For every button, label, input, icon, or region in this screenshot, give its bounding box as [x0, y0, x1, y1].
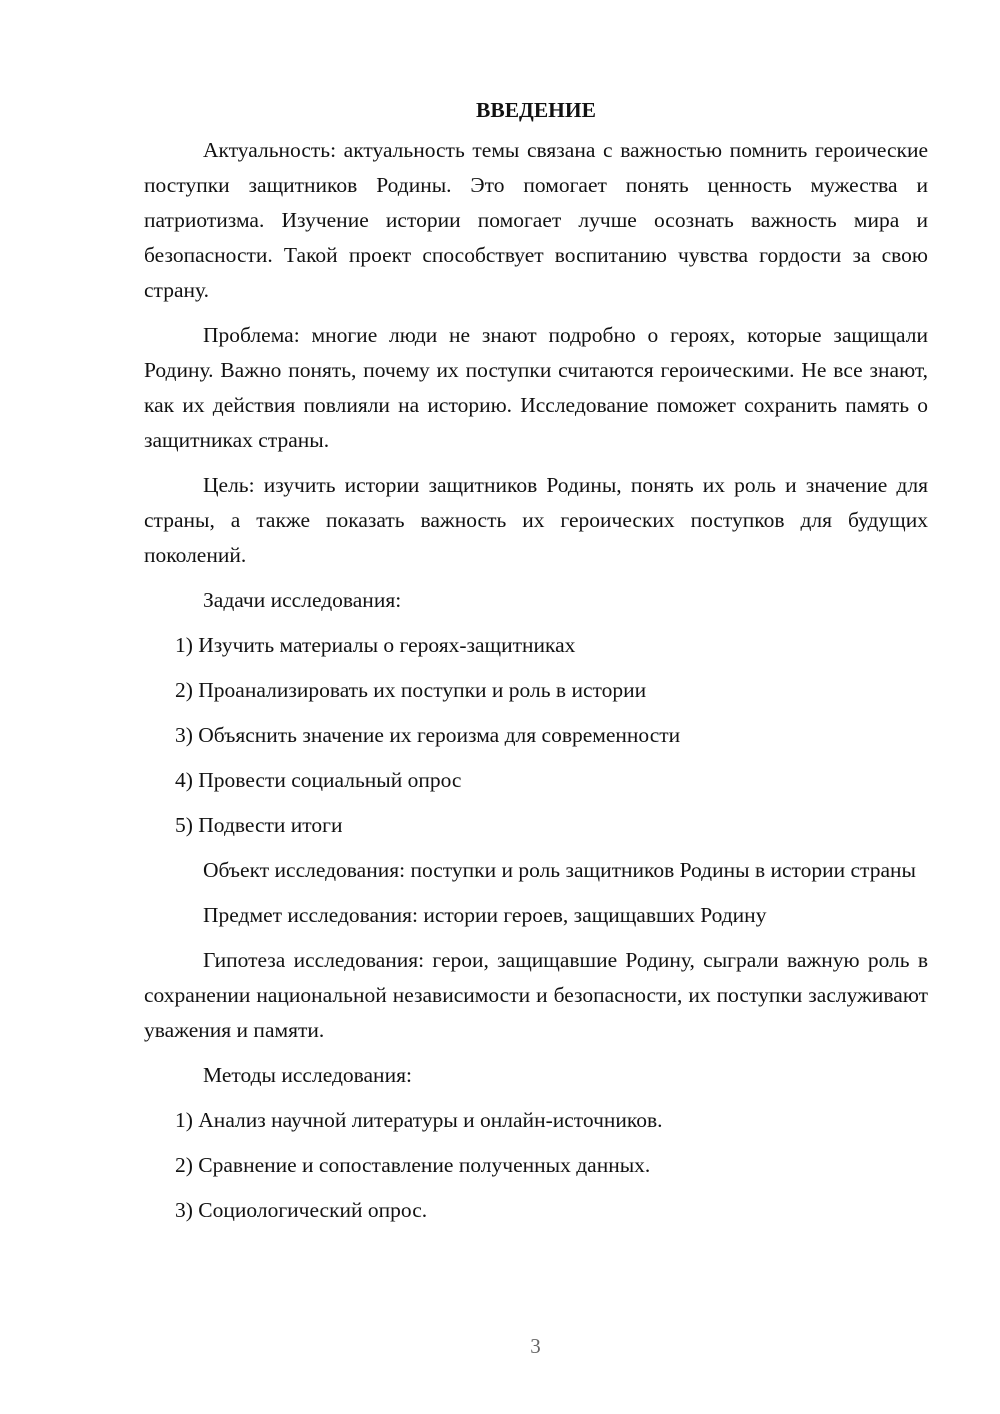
tasks-heading: Задачи исследования:: [203, 588, 402, 612]
task-item: 1) Изучить материалы о героях-защитниках: [175, 633, 576, 657]
methods-heading: Методы исследования:: [203, 1063, 412, 1087]
subject-paragraph: Предмет исследования: истории героев, защищавших Родину: [203, 903, 767, 927]
object-paragraph: Объект исследования: поступки и роль защитников Родины в истории страны: [203, 858, 916, 882]
task-item: 5) Подвести итоги: [175, 813, 343, 837]
problem-paragraph: Проблема: многие люди не знают подробно о героях, которые защищали Родину. Важно понять, почему их поступки считаются героическими. Не все знают, как их действия повлияли на историю. Исследование поможет сохранить память о защитниках страны.: [144, 323, 928, 452]
goal-paragraph: Цель: изучить истории защитников Родины, понять их роль и значение для страны, а также показать важность их героических поступков для будущих поколений.: [144, 473, 928, 567]
task-item: 4) Провести социальный опрос: [175, 768, 462, 792]
task-item: 2) Проанализировать их поступки и роль в истории: [175, 678, 647, 702]
page-number: 3: [530, 1334, 541, 1358]
hypothesis-paragraph: Гипотеза исследования: герои, защищавшие Родину, сыграли важную роль в сохранении национальной независимости и безопасности, их поступки заслуживают уважения и памяти.: [144, 948, 928, 1042]
page-body: [144, 93, 928, 1238]
task-item: 3) Объяснить значение их героизма для современности: [175, 723, 681, 747]
method-item: 1) Анализ научной литературы и онлайн-источников.: [175, 1108, 663, 1132]
method-item: 2) Сравнение и сопоставление полученных данных.: [175, 1153, 651, 1177]
method-item: 3) Социологический опрос.: [175, 1198, 428, 1222]
relevance-paragraph: Актуальность: актуальность темы связана с важностью помнить героические поступки защитников Родины. Это помогает понять ценность мужества и патриотизма. Изучение истории помогает лучше осознать важность мира и безопасности. Такой проект способствует воспитанию чувства гордости за свою страну.: [144, 138, 928, 302]
page-title: ВВЕДЕНИЕ: [476, 98, 596, 122]
